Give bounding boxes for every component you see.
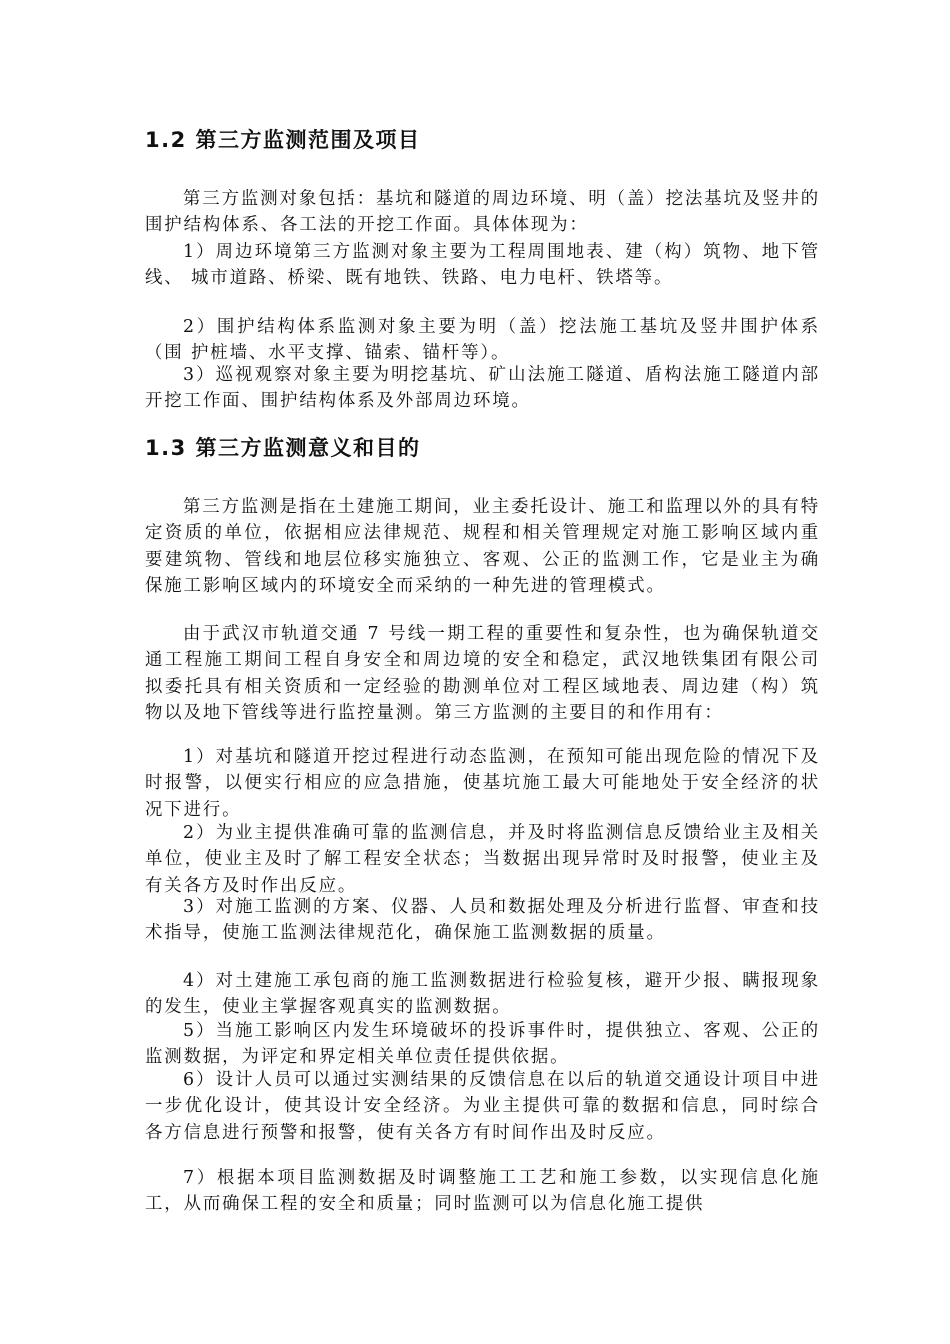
- section-heading-1-3: 1.3 第三方监测意义和目的: [145, 436, 421, 460]
- paragraph: 5）当施工影响区内发生环境破坏的投诉事件时，提供独立、客观、公正的监测数据，为评定和界定相关单位责任提供依据。: [145, 1021, 820, 1068]
- paragraph: 2）为业主提供准确可靠的监测信息，并及时将监测信息反馈给业主及相关单位，使业主及时了解工程安全状态；当数据出现异常时及时报警，使业主及有关各方及时作出反应。: [145, 823, 820, 896]
- paragraph: 4）对土建施工承包商的施工监测数据进行检验复核，避开少报、瞒报现象的发生，使业主掌握客观真实的监测数据。: [145, 971, 820, 1018]
- paragraph: 由于武汉市轨道交通 7 号线一期工程的重要性和复杂性，也为确保轨道交通工程施工期间工程自身安全和周边境的安全和稳定，武汉地铁集团有限公司拟委托具有相关资质和一定经验的勘测单位对工程区域地表、周边建（构）筑物以及地下管线等进行监控量测。第三方监测的主要目的和作用有：: [145, 624, 820, 724]
- paragraph: 1）对基坑和隧道开挖过程进行动态监测，在预知可能出现危险的情况下及时报警，以便实行相应的应急措施，使基坑施工最大可能地处于安全经济的状况下进行。: [145, 747, 820, 820]
- paragraph: 第三方监测对象包括：基坑和隧道的周边环境、明（盖）挖法基坑及竖井的围护结构体系、各工法的开挖工作面。具体体现为：: [145, 189, 820, 236]
- paragraph: 1）周边环境第三方监测对象主要为工程周围地表、建（构）筑物、地下管线、 城市道路、桥梁、既有地铁、铁路、电力电杆、铁塔等。: [145, 242, 820, 289]
- paragraph: 3）巡视观察对象主要为明挖基坑、矿山法施工隧道、盾构法施工隧道内部开挖工作面、围护结构体系及外部周边环境。: [145, 365, 820, 412]
- paragraph: 7）根据本项目监测数据及时调整施工工艺和施工参数，以实现信息化施工，从而确保工程的安全和质量；同时监测可以为信息化施工提供: [145, 1168, 820, 1215]
- paragraph: 第三方监测是指在土建施工期间，业主委托设计、施工和监理以外的具有特定资质的单位，依据相应法律规范、规程和相关管理规定对施工影响区域内重要建筑物、管线和地层位移实施独立、客观、公正的监测工作，它是业主为确保施工影响区域内的环境安全而采纳的一种先进的管理模式。: [145, 497, 820, 597]
- paragraph: 3）对施工监测的方案、仪器、人员和数据处理及分析进行监督、审查和技术指导，使施工监测法律规范化，确保施工监测数据的质量。: [145, 897, 820, 944]
- section-heading-1-2: 1.2 第三方监测范围及项目: [145, 128, 421, 152]
- paragraph: 6）设计人员可以通过实测结果的反馈信息在以后的轨道交通设计项目中进一步优化设计，使其设计安全经济。为业主提供可靠的数据和信息，同时综合各方信息进行预警和报警，使有关各方有时间作出及时反应。: [145, 1070, 820, 1143]
- paragraph: 2）围护结构体系监测对象主要为明（盖）挖法施工基坑及竖井围护体系（围 护桩墙、水平支撑、锚索、锚杆等）。: [145, 317, 820, 364]
